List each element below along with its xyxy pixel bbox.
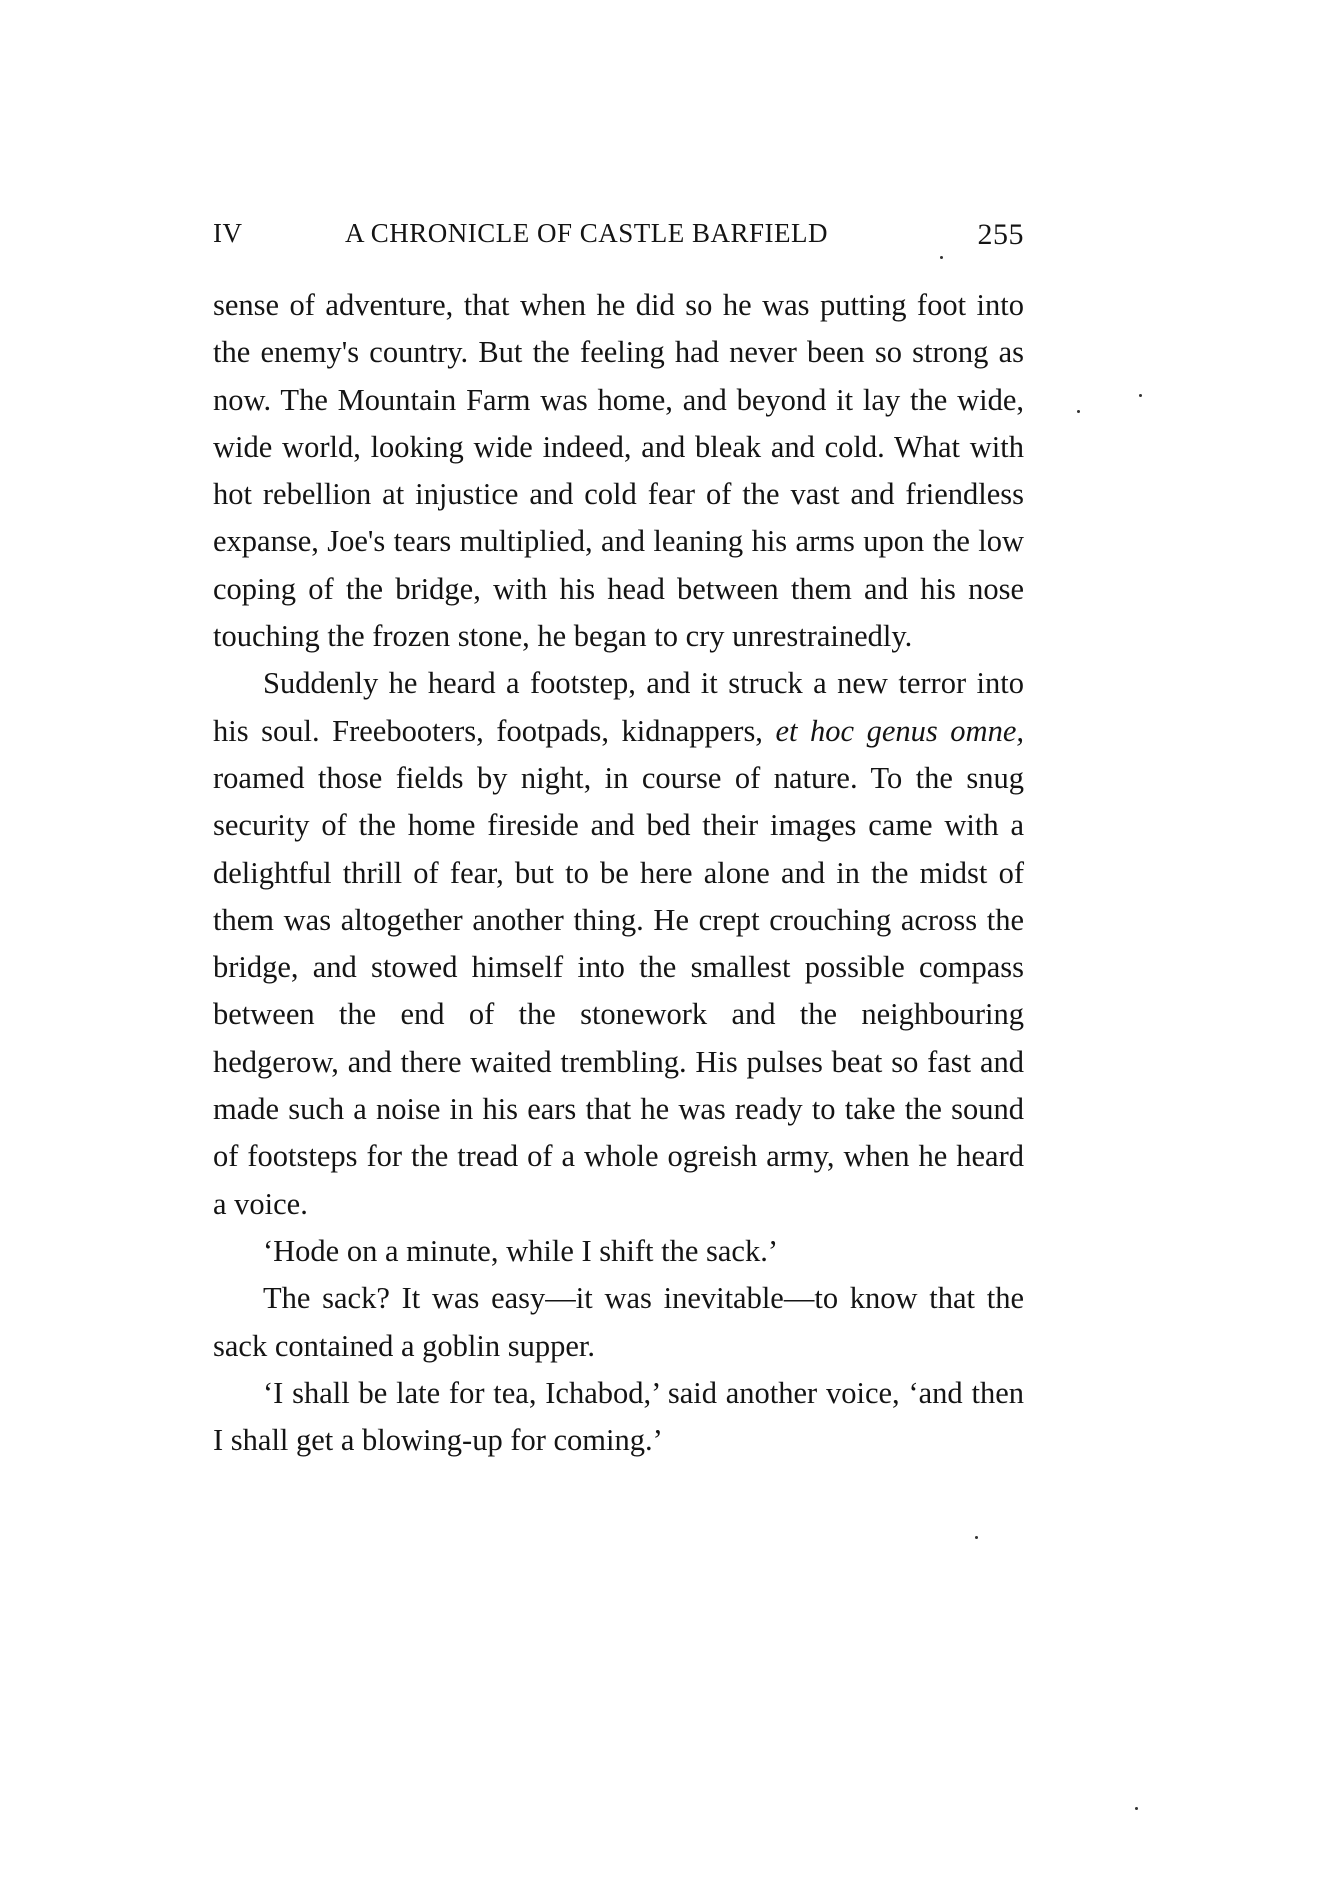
chapter-number: IV (213, 218, 243, 248)
running-head (213, 218, 1024, 258)
scan-speck (1139, 394, 1142, 397)
scan-speck (940, 256, 943, 259)
paragraph-1: sense of adventure, that when he did so he was putting foot into the enemy's country. But the feeling had never been so strong as now. The Mountain Farm was home, and beyond it lay the wide, wide world, looking wide indeed, and bleak and cold. What with hot rebellion at injustice and cold fear of the vast and friendless expanse, Joe's tears multiplied, and leaning his arms upon the low coping of the bridge, with his head between them and his nose touching the frozen stone, he began to cry unrestrainedly. (213, 288, 1024, 654)
scan-speck (1077, 410, 1080, 413)
scan-speck (975, 1536, 978, 1539)
running-title: A CHRONICLE OF CASTLE BARFIELD (345, 218, 829, 248)
body-text (213, 282, 1024, 1464)
paragraph-2-text-before: Suddenly he heard a footstep, and it struck a new terror into his soul. Freebooters, footpads, kidnappers, (213, 666, 1024, 748)
page-number: 255 (977, 218, 1024, 251)
scan-speck (1135, 1807, 1138, 1810)
paragraph-4: The sack? It was easy—it was inevitable—to know that the sack contained a goblin supper. (213, 1281, 1024, 1363)
paragraph-2-text-after: roamed those fields by night, in course of nature. To the snug security of the home fireside and bed their images came with a delightful thrill of fear, but to be here alone and in the midst of them was altogether another thing. He crept crouching across the bridge, and stowed himself into the smallest possible compass between the end of the stonework and the neighbouring hedgerow, and there waited trembling. His pulses beat so fast and made such a noise in his ears that he was ready to take the sound of footsteps for the tread of a whole ogreish army, when he heard a voice. (213, 760, 1024, 1221)
paragraph-5: ‘I shall be late for tea, Ichabod,’ said another voice, ‘and then I shall get a blowing-up for coming.’ (213, 1375, 1024, 1458)
latin-phrase: et hoc genus omne, (775, 713, 1024, 748)
paragraph-3: ‘Hode on a minute, while I shift the sack.’ (263, 1233, 778, 1268)
paragraph-2 (213, 660, 1024, 1228)
